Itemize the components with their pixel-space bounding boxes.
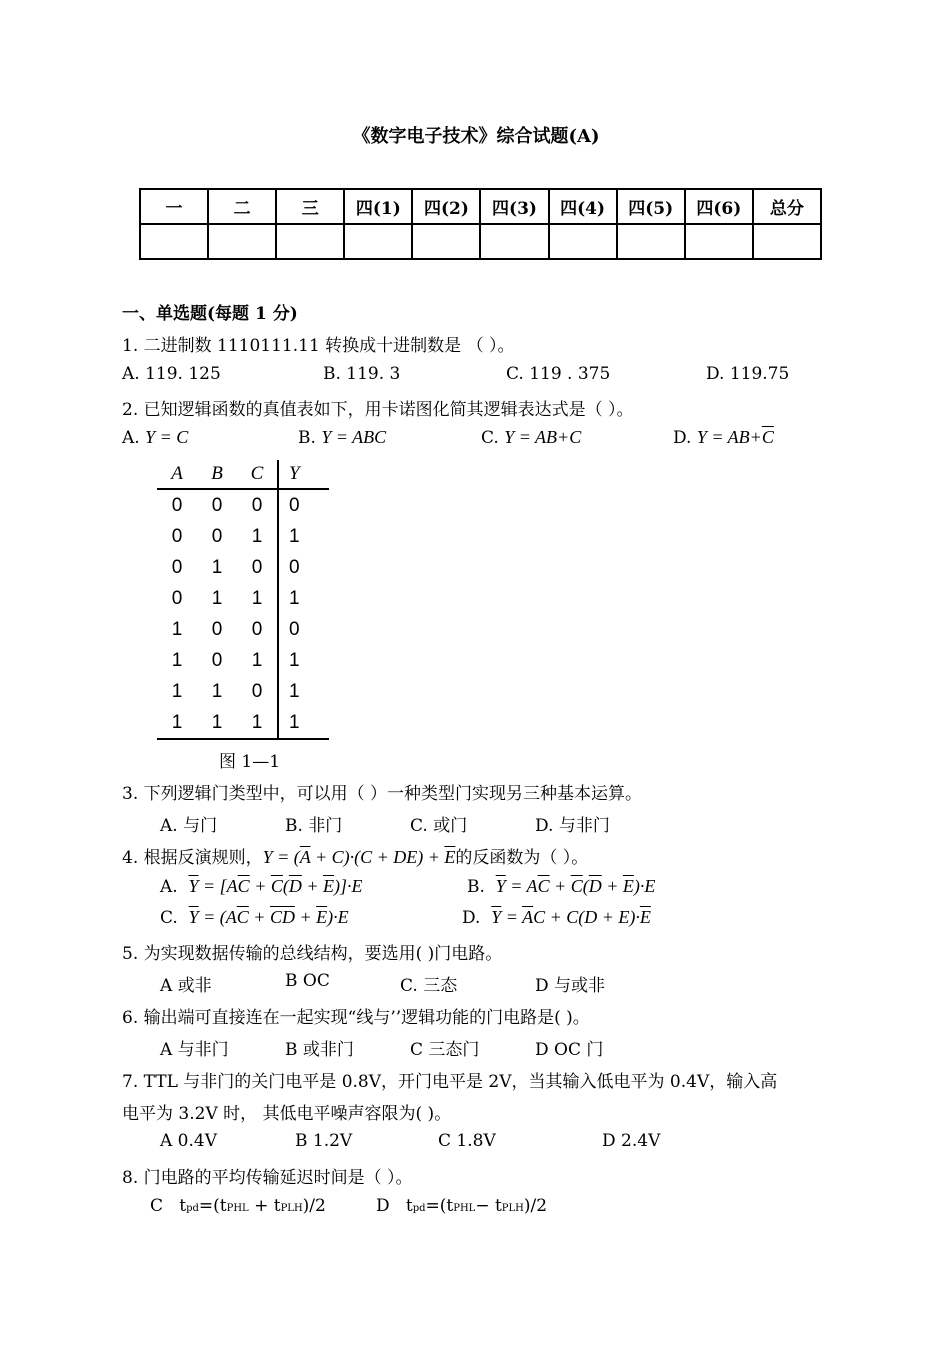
q6-option-b: B 或非门 bbox=[285, 1040, 354, 1060]
truth-cell: 1 bbox=[278, 707, 329, 739]
q3-option-a: A. 与门 bbox=[160, 816, 218, 836]
q8-option-c: C tpd=(tPHL + tPLH)/2 bbox=[150, 1196, 326, 1216]
score-header: 四(6) bbox=[685, 189, 753, 224]
truth-cell: 0 bbox=[211, 494, 223, 516]
score-cell bbox=[549, 224, 617, 259]
truth-cell: 1 bbox=[171, 680, 183, 702]
truth-cell: 1 bbox=[278, 645, 329, 676]
score-cell bbox=[140, 224, 208, 259]
formula: Y = C bbox=[145, 427, 189, 447]
truth-cell: 0 bbox=[211, 618, 223, 640]
q4-option-c: C. $\overline{Y} = (A\overline{C} + \overline{C}\overline{D} + \overline{E})\cdot E$ bbox=[160, 907, 349, 928]
q3-option-b: B. 非门 bbox=[285, 816, 343, 836]
truth-header: B bbox=[197, 460, 237, 489]
table-row bbox=[157, 521, 329, 552]
question-4-stem bbox=[122, 843, 588, 868]
question-5-stem: 5. 为实现数据传输的总线结构，要选用( )门电路。 bbox=[122, 944, 503, 964]
truth-cell: 0 bbox=[251, 618, 263, 640]
q1-option-c: C. 119 . 375 bbox=[506, 364, 611, 384]
truth-cell: 1 bbox=[197, 707, 237, 739]
table-row bbox=[157, 489, 329, 521]
table-row bbox=[157, 645, 329, 676]
score-cell bbox=[208, 224, 276, 259]
score-header: 四(5) bbox=[617, 189, 685, 224]
option-label: C. bbox=[481, 428, 499, 448]
score-cell bbox=[753, 224, 821, 259]
score-header: 三 bbox=[276, 189, 344, 224]
truth-cell: 0 bbox=[171, 525, 183, 547]
truth-cell: 1 bbox=[211, 680, 223, 702]
truth-cell: 0 bbox=[278, 489, 329, 521]
q2-option-b bbox=[298, 427, 386, 448]
q7-option-a: A 0.4V bbox=[160, 1131, 217, 1151]
question-2-stem: 2. 已知逻辑函数的真值表如下，用卡诺图化简其逻辑表达式是（ ）。 bbox=[122, 400, 634, 420]
q1-option-b: B. 119. 3 bbox=[323, 364, 401, 384]
truth-cell: 0 bbox=[171, 556, 183, 578]
formula-bar: $\overline{C}$ bbox=[761, 427, 774, 447]
truth-cell: 1 bbox=[157, 707, 197, 739]
q7-option-c: C 1.8V bbox=[438, 1131, 496, 1151]
option-label: D. bbox=[673, 428, 692, 448]
truth-cell: 0 bbox=[171, 587, 183, 609]
truth-cell: 1 bbox=[171, 649, 183, 671]
q8-option-d: D tpd=(tPHL− tPLH)/2 bbox=[376, 1196, 548, 1216]
score-cell bbox=[412, 224, 480, 259]
question-7-stem-line1: 7. TTL 与非门的关门电平是 0.8V，开门电平是 2V，当其输入低电平为 0.4V，输入高 bbox=[122, 1072, 778, 1092]
score-header: 二 bbox=[208, 189, 276, 224]
q4-expression: $Y = (\overline{A} + C)\cdot(C + DE) + \overline{E}$ bbox=[262, 847, 456, 867]
question-1-stem: 1. 二进制数 1110111.11 转换成十进制数是 （ ）。 bbox=[122, 336, 515, 356]
score-header: 一 bbox=[140, 189, 208, 224]
score-header: 四(3) bbox=[480, 189, 548, 224]
q5-option-d: D 与或非 bbox=[535, 976, 606, 996]
truth-cell: 1 bbox=[278, 676, 329, 707]
table-row bbox=[157, 707, 329, 739]
truth-cell: 0 bbox=[278, 552, 329, 583]
q3-option-c: C. 或门 bbox=[410, 816, 468, 836]
score-header: 四(1) bbox=[344, 189, 412, 224]
question-3-stem: 3. 下列逻辑门类型中，可以用（ ）一种类型门实现另三种基本运算。 bbox=[122, 784, 643, 804]
score-entry-row bbox=[140, 224, 821, 259]
score-header-row bbox=[140, 189, 821, 224]
q4-option-a: A. $\overline{Y} = [A\overline{C} + \overline{C}(\overline{D} + \overline{E})]\cdot E$ bbox=[160, 876, 363, 897]
truth-header-row bbox=[157, 460, 329, 489]
q4-option-b: B. $\overline{Y} = A\overline{C} + \overline{C}(\overline{D} + \overline{E})\cdot E$ bbox=[467, 876, 656, 897]
formula: Y = ABC bbox=[321, 427, 387, 447]
q1-option-a: A. 119. 125 bbox=[122, 364, 221, 384]
question-6-stem: 6. 输出端可直接连在一起实现“线与’’逻辑功能的门电路是( )。 bbox=[122, 1008, 590, 1028]
truth-cell: 1 bbox=[278, 521, 329, 552]
question-7-stem-line2: 电平为 3.2V 时， 其低电平噪声容限为( )。 bbox=[122, 1104, 452, 1124]
formula: Y = AB+C bbox=[504, 427, 582, 447]
score-header: 四(4) bbox=[549, 189, 617, 224]
truth-cell: 1 bbox=[251, 587, 263, 609]
score-cell bbox=[480, 224, 548, 259]
q5-option-b: B OC bbox=[285, 971, 330, 991]
q2-option-d bbox=[673, 427, 774, 448]
score-cell bbox=[685, 224, 753, 259]
truth-cell: 0 bbox=[211, 649, 223, 671]
q5-option-a: A 或非 bbox=[160, 976, 212, 996]
q4-stem-pre: 4. 根据反演规则， bbox=[122, 848, 263, 868]
q2-option-c bbox=[481, 427, 581, 448]
q4-option-d: D. $\overline{Y} = \overline{A}C + C(D + E)\cdot\overline{E}$ bbox=[462, 907, 651, 928]
truth-cell: 1 bbox=[171, 618, 183, 640]
truth-header: Y bbox=[278, 460, 329, 489]
page-title: 《数字电子技术》综合试题(A) bbox=[352, 126, 600, 147]
q6-option-d: D OC 门 bbox=[535, 1040, 604, 1060]
q5-option-c: C. 三态 bbox=[400, 976, 458, 996]
score-cell bbox=[344, 224, 412, 259]
q3-option-d: D. 与非门 bbox=[535, 816, 610, 836]
truth-cell: 0 bbox=[211, 525, 223, 547]
q7-option-b: B 1.2V bbox=[295, 1131, 353, 1151]
table-row bbox=[157, 583, 329, 614]
truth-table bbox=[157, 460, 329, 740]
truth-cell: 1 bbox=[211, 587, 223, 609]
question-8-stem: 8. 门电路的平均传输延迟时间是（ ）。 bbox=[122, 1168, 413, 1188]
truth-cell: 0 bbox=[251, 680, 263, 702]
truth-cell: 0 bbox=[251, 556, 263, 578]
figure-caption: 图 1—1 bbox=[219, 752, 281, 772]
option-label: B. bbox=[298, 428, 316, 448]
q6-option-a: A 与非门 bbox=[160, 1040, 229, 1060]
truth-cell: 1 bbox=[211, 556, 223, 578]
table-row bbox=[157, 676, 329, 707]
truth-cell: 1 bbox=[251, 649, 263, 671]
truth-cell: 0 bbox=[251, 494, 263, 516]
q1-option-d: D. 119.75 bbox=[706, 364, 790, 384]
truth-cell: 1 bbox=[251, 525, 263, 547]
score-header: 总分 bbox=[753, 189, 821, 224]
q2-option-a bbox=[122, 427, 188, 448]
q7-option-d: D 2.4V bbox=[602, 1131, 661, 1151]
truth-cell: 1 bbox=[237, 707, 278, 739]
score-table bbox=[139, 188, 822, 260]
truth-cell: 0 bbox=[278, 614, 329, 645]
table-row bbox=[157, 552, 329, 583]
truth-cell: 0 bbox=[171, 494, 183, 516]
truth-header: C bbox=[237, 460, 278, 489]
table-row bbox=[157, 614, 329, 645]
q6-option-c: C 三态门 bbox=[410, 1040, 480, 1060]
q4-stem-post: 的反函数为（ ）。 bbox=[455, 848, 589, 868]
score-header: 四(2) bbox=[412, 189, 480, 224]
truth-cell: 1 bbox=[278, 583, 329, 614]
score-cell bbox=[617, 224, 685, 259]
score-cell bbox=[276, 224, 344, 259]
formula: Y = AB+ bbox=[696, 427, 762, 447]
section-heading: 一、单选题(每题 1 分) bbox=[122, 304, 298, 324]
option-label: A. bbox=[122, 428, 140, 448]
truth-header: A bbox=[157, 460, 197, 489]
